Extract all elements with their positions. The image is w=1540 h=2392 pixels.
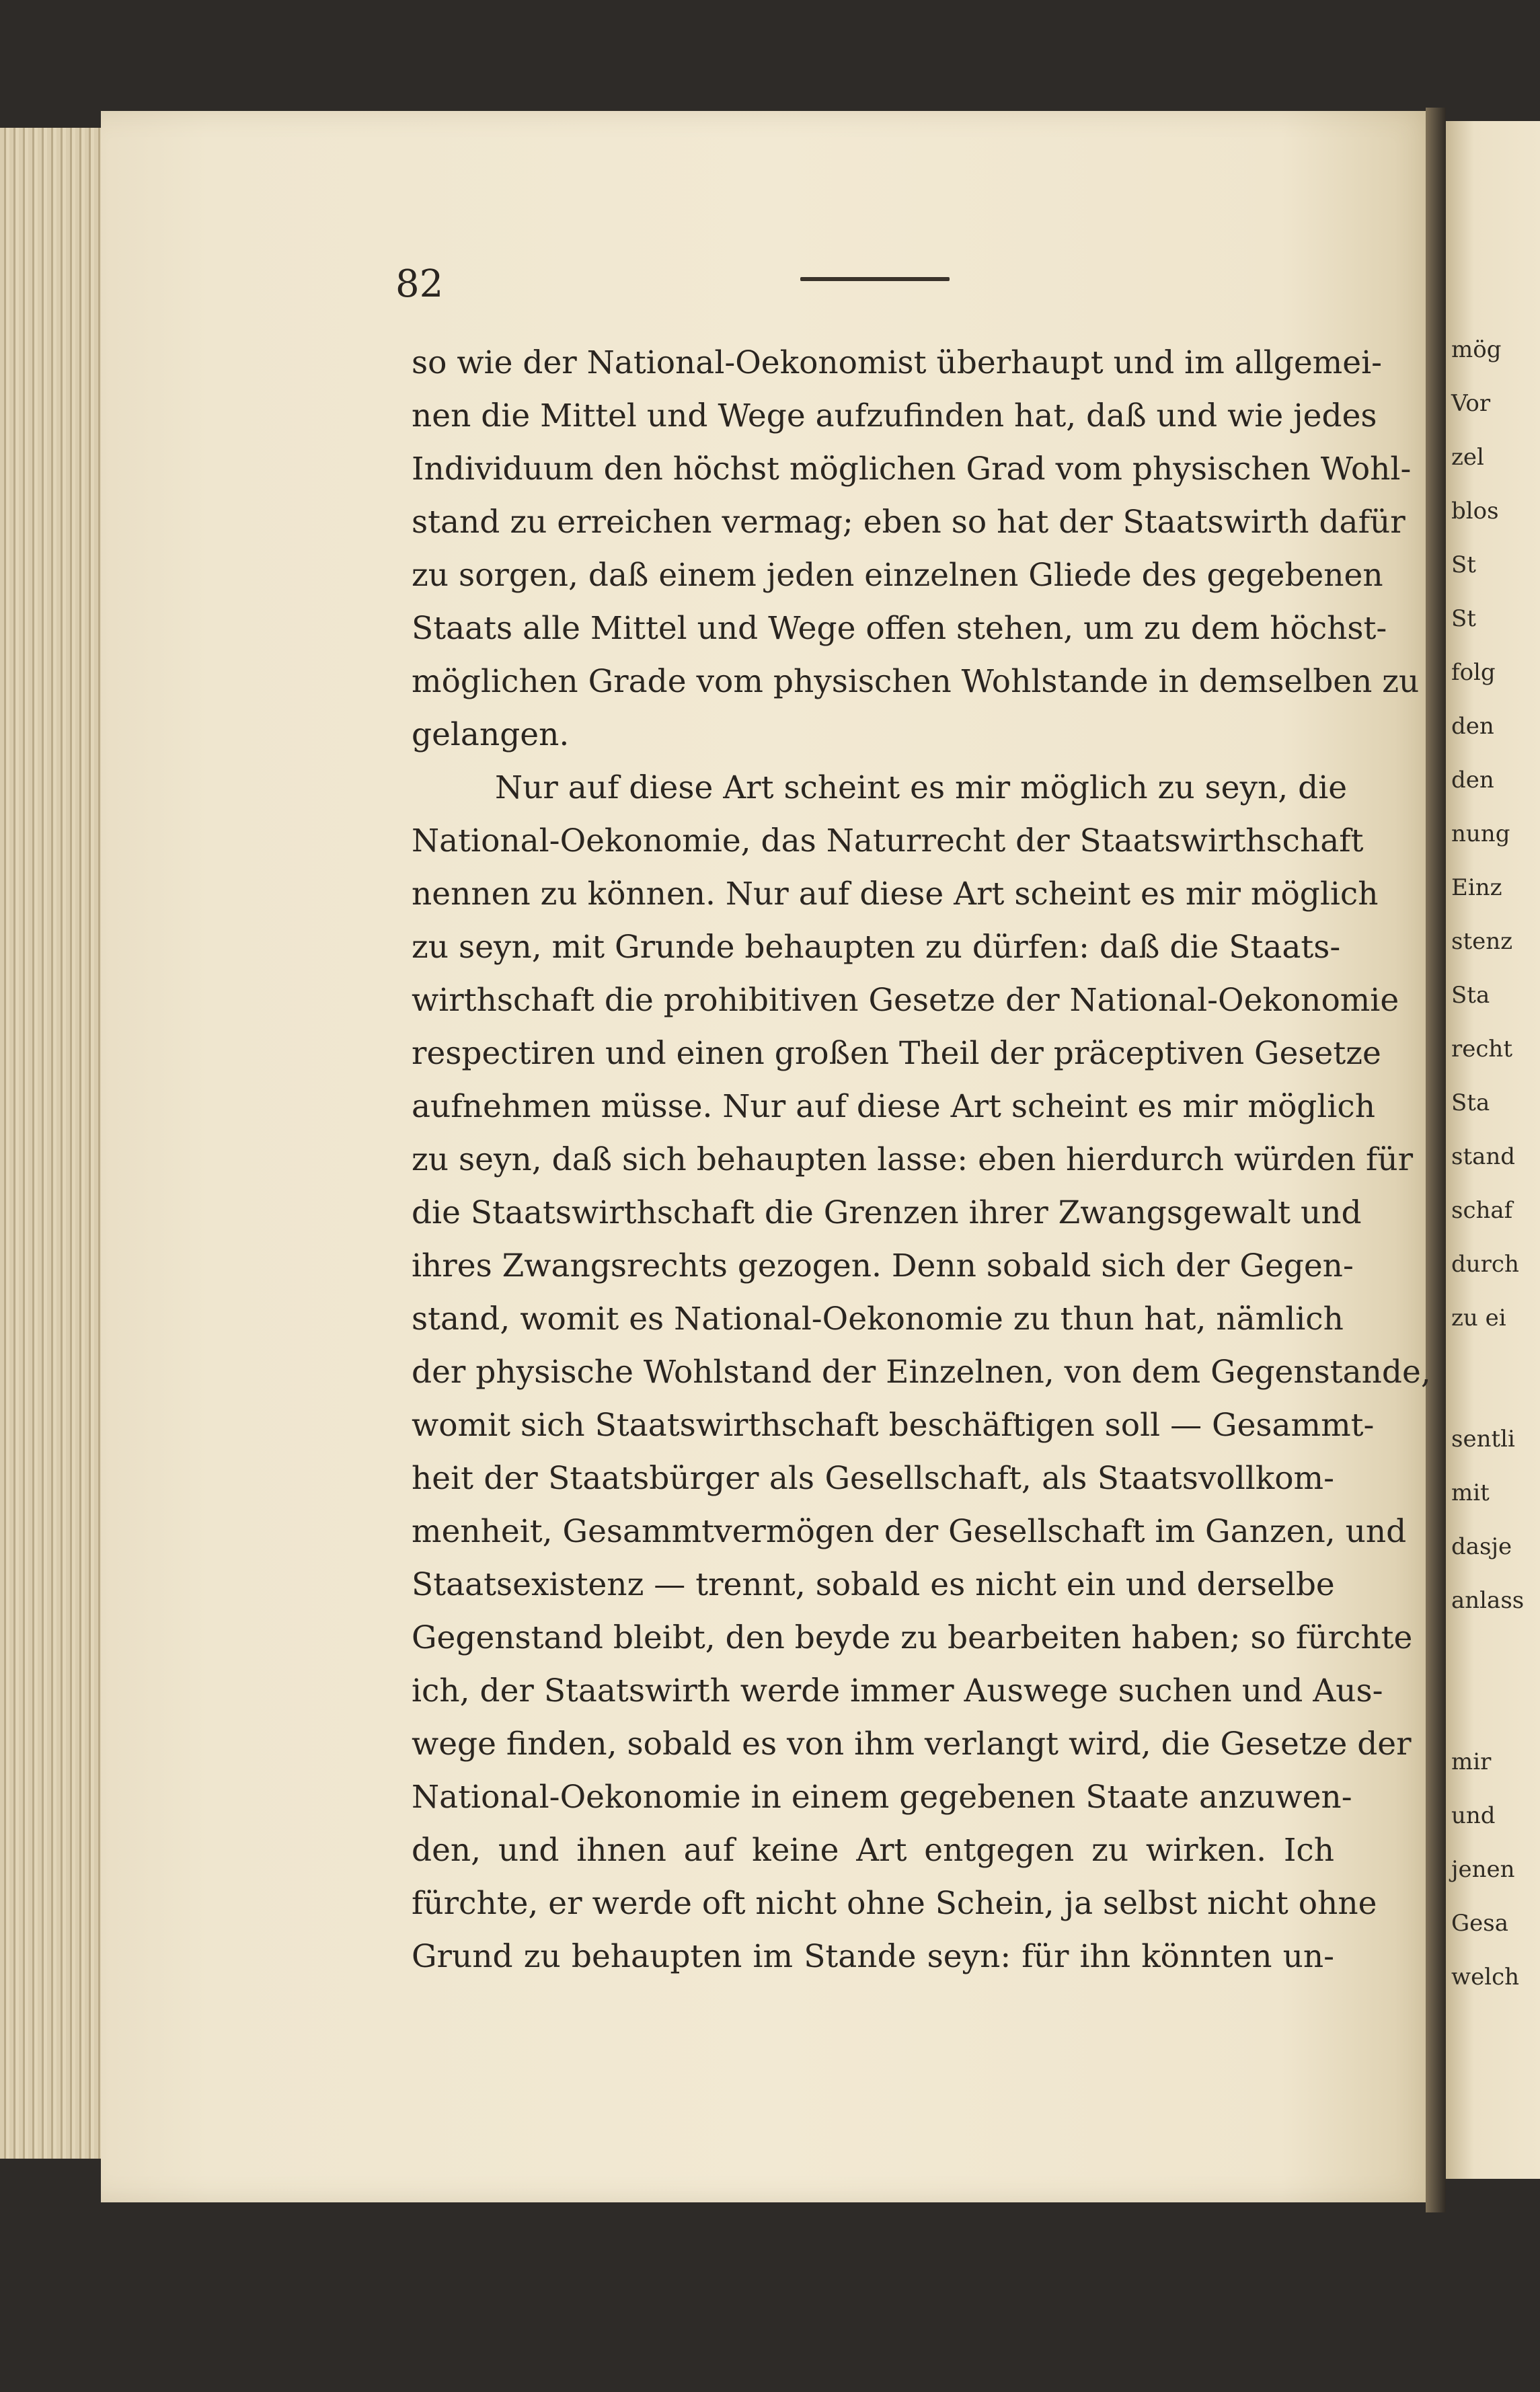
next-page-fragment: Gesa: [1451, 1910, 1508, 1937]
next-page-fragment: folg: [1451, 659, 1496, 686]
text-line: Nur auf diese Art scheint es mir möglich zu seyn, die: [495, 769, 1348, 806]
next-page-fragment: stenz: [1451, 928, 1513, 955]
text-line: Staatsexistenz — trennt, sobald es nicht ein und derselbe: [412, 1566, 1335, 1603]
text-line: so wie der National-Oekonomist überhaupt und im allgemei-: [412, 344, 1382, 381]
text-line: National-Oekonomie in einem gegebenen Staate anzuwen-: [412, 1779, 1352, 1816]
next-page-fragment: durch: [1451, 1251, 1519, 1278]
next-page-fragment: welch: [1451, 1964, 1520, 1991]
next-page-fragment: und: [1451, 1802, 1496, 1829]
next-page-fragment: mit: [1451, 1479, 1490, 1506]
text-line: nennen zu können. Nur auf diese Art scheint es mir möglich: [412, 876, 1379, 913]
text-line: ihres Zwangsrechts gezogen. Denn sobald sich der Gegen-: [412, 1247, 1354, 1284]
page-number: 82: [395, 262, 444, 306]
next-page-fragment: schaf: [1451, 1197, 1513, 1224]
text-line: zu seyn, daß sich behaupten lasse: eben hierdurch würden für: [412, 1141, 1414, 1178]
next-page-fragment: stand: [1451, 1143, 1516, 1170]
next-page-fragment: den: [1451, 767, 1494, 794]
text-line: nen die Mittel und Wege aufzufinden hat, daß und wie jedes: [412, 397, 1377, 434]
text-line: menheit, Gesammtvermögen der Gesellschaft im Ganzen, und: [412, 1513, 1407, 1550]
next-page-fragment: Vor: [1451, 390, 1491, 417]
text-line: heit der Staatsbürger als Gesellschaft, als Staatsvollkom-: [412, 1460, 1334, 1497]
next-page-fragment: zu ei: [1451, 1305, 1506, 1332]
next-page-fragment: sentli: [1451, 1426, 1515, 1453]
text-line: der physische Wohlstand der Einzelnen, von dem Gegenstande,: [412, 1354, 1431, 1391]
text-line: Staats alle Mittel und Wege offen stehen, um zu dem höchst-: [412, 610, 1387, 647]
text-line: wege finden, sobald es von ihm verlangt wird, die Gesetze der: [412, 1726, 1412, 1763]
text-line: stand, womit es National-Oekonomie zu thun hat, nämlich: [412, 1301, 1344, 1338]
text-line: Individuum den höchst möglichen Grad vom physischen Wohl-: [412, 451, 1412, 488]
next-page-fragment: anlass: [1451, 1587, 1525, 1614]
next-page-fragment: St: [1451, 605, 1476, 632]
next-page-fragment: recht: [1451, 1036, 1512, 1063]
text-line: fürchte, er werde oft nicht ohne Schein, ja selbst nicht ohne: [412, 1885, 1377, 1922]
next-page-fragment: Einz: [1451, 874, 1502, 901]
text-line: respectiren und einen großen Theil der präceptiven Gesetze: [412, 1035, 1381, 1072]
next-page-fragment: St: [1451, 551, 1476, 578]
next-page-fragment: blos: [1451, 498, 1499, 525]
text-line: National-Oekonomie, das Naturrecht der Staatswirthschaft: [412, 822, 1364, 859]
text-line: gelangen.: [412, 716, 570, 753]
text-line: ich, der Staatswirth werde immer Auswege suchen und Aus-: [412, 1672, 1383, 1709]
next-page-fragment: den: [1451, 713, 1494, 740]
text-line: Grund zu behaupten im Stande seyn: für ihn könnten un-: [412, 1938, 1334, 1975]
text-line: wirthschaft die prohibitiven Gesetze der National-Oekonomie: [412, 982, 1399, 1019]
text-line: stand zu erreichen vermag; eben so hat der Staatswirth dafür: [412, 504, 1406, 541]
text-line: zu sorgen, daß einem jeden einzelnen Gliede des gegebenen: [412, 557, 1383, 594]
text-line: möglichen Grade vom physischen Wohlstande in demselben zu: [412, 663, 1420, 700]
text-line: den, und ihnen auf keine Art entgegen zu wirken. Ich: [412, 1832, 1334, 1869]
text-line: zu seyn, mit Grunde behaupten zu dürfen: daß die Staats-: [412, 929, 1341, 966]
next-page-fragment: jenen: [1451, 1856, 1515, 1883]
text-line: aufnehmen müsse. Nur auf diese Art scheint es mir möglich: [412, 1088, 1376, 1125]
text-line: Gegenstand bleibt, den beyde zu bearbeiten haben; so fürchte: [412, 1619, 1413, 1656]
next-page-fragment: dasje: [1451, 1533, 1512, 1560]
next-page-fragment: Sta: [1451, 1089, 1490, 1116]
next-page-fragment: Sta: [1451, 982, 1490, 1009]
text-line: die Staatswirthschaft die Grenzen ihrer Zwangsgewalt und: [412, 1194, 1362, 1231]
next-page-fragment: mög: [1451, 336, 1502, 363]
next-page-fragment: zel: [1451, 444, 1484, 471]
next-page-fragment: mir: [1451, 1748, 1492, 1775]
next-page-fragment: nung: [1451, 820, 1510, 847]
text-line: womit sich Staatswirthschaft beschäftigen soll — Gesammt-: [412, 1407, 1375, 1444]
